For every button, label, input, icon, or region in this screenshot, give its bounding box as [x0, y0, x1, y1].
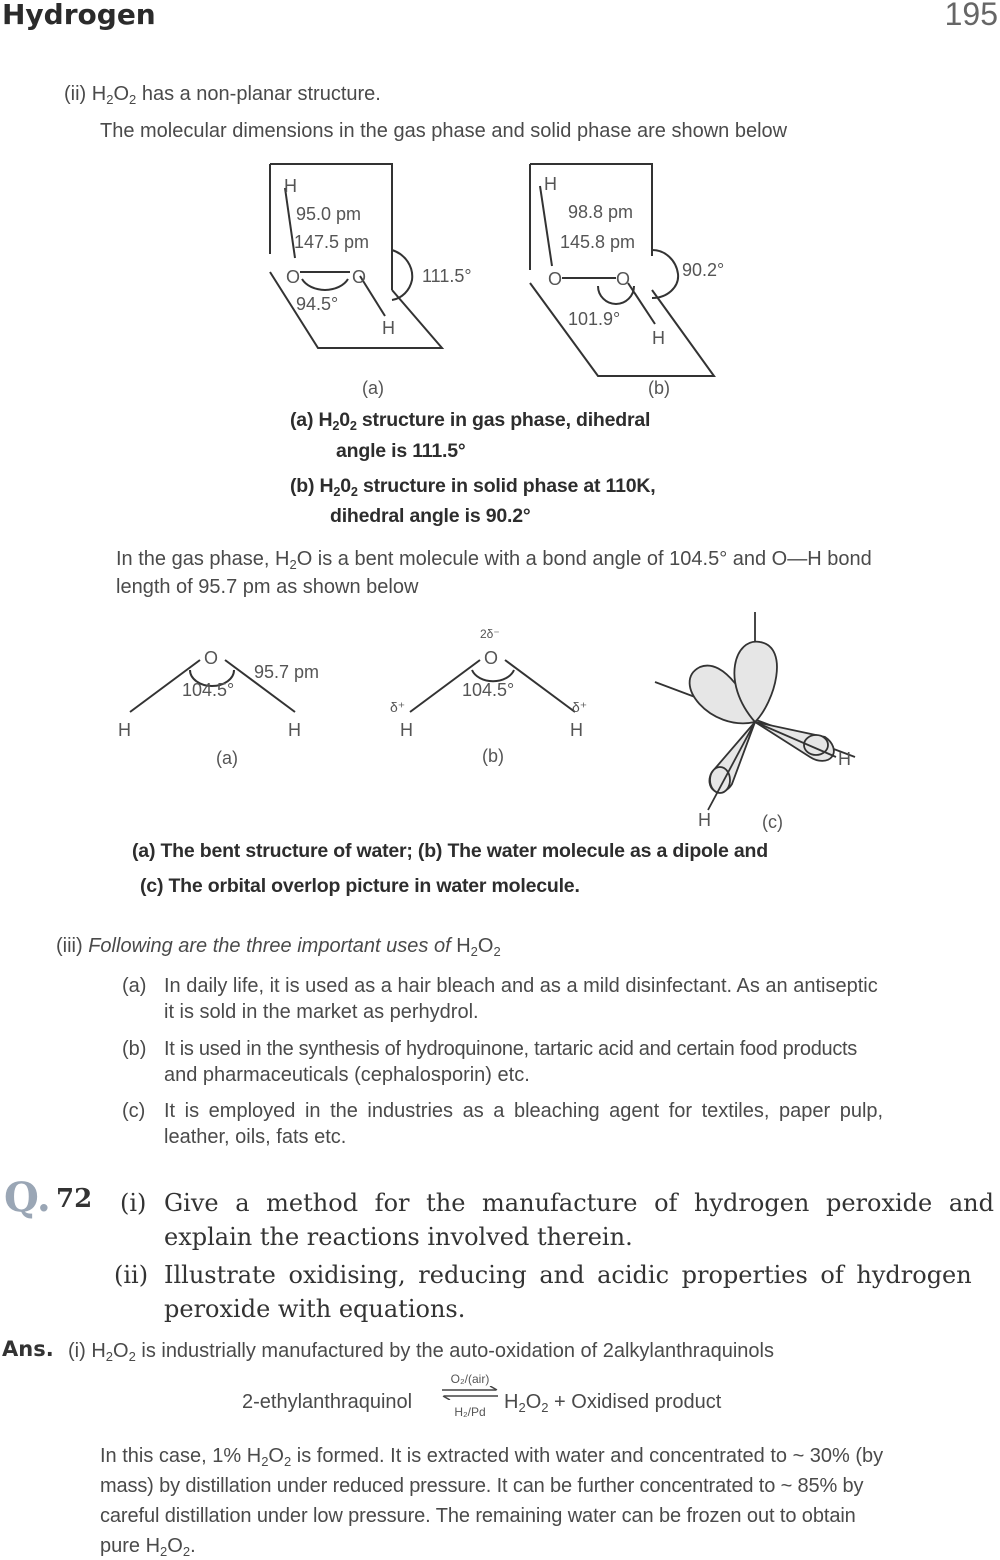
use-item-c-line1: It is employed in the industries as a bleaching agent for textiles, paper pulp, [164, 1100, 884, 1122]
use-item-a-line2: it is sold in the market as perhydrol. [164, 1001, 479, 1023]
fig2a-angle: 104.5° [182, 680, 235, 700]
fig2a-bond-length: 95.7 pm [254, 662, 320, 682]
fig2a-h1: H [118, 720, 131, 740]
fig2b-o: O [484, 648, 499, 668]
question-ii-line1: Illustrate oxidising, reducing and acidic properties of hydrogen [164, 1261, 972, 1289]
page-number: 195 [944, 0, 998, 32]
fig2a-h2: H [288, 720, 301, 740]
fig2b-angle: 104.5° [462, 680, 515, 700]
fig1b-h-bottom: H [652, 328, 665, 348]
question-i-label: (i) [120, 1189, 147, 1217]
fig2b-h2: H [570, 720, 583, 740]
part-ii-label: (ii) [64, 83, 87, 105]
fig1a-o2: O [352, 267, 367, 287]
fig1b-bond-oh: 98.8 pm [568, 202, 634, 222]
fig1a-bond-angle: 94.5° [296, 294, 339, 314]
fig1b-o1: O [548, 269, 563, 289]
use-item-c-line2: leather, oils, fats etc. [164, 1126, 347, 1148]
fig1b-o2: O [616, 269, 631, 289]
use-item-b-line1: It is used in the synthesis of hydroquinone, tartaric acid and certain food products [164, 1038, 857, 1060]
fig1b-dihedral-angle: 90.2° [682, 260, 725, 280]
fig2-caption-line1: (a) The bent structure of water; (b) The water molecule as a dipole and [132, 840, 768, 862]
question-ii-line2: peroxide with equations. [164, 1295, 466, 1323]
fig1b-h-top: H [544, 174, 557, 194]
fig1-caption-b-line2: dihedral angle is 90.2° [330, 505, 531, 527]
water-intro-line1: In the gas phase, $H_2O$ is a bent molecule with a bond angle of 104.5° and O—H bond [116, 548, 872, 572]
use-item-b-label: (b) [122, 1038, 147, 1060]
fig1a-h-bottom: H [382, 318, 395, 338]
fig2-caption-line2: (c) The orbital overlop picture in water molecule. [140, 875, 580, 897]
water-structure-figure [110, 612, 870, 832]
fig2c-h2: H [698, 810, 711, 830]
fig1a-bond-oo: 147.5 pm [294, 232, 370, 252]
equation-right: $H_2O_2$ + Oxidised product [504, 1391, 722, 1415]
fig1a-h-top: H [284, 176, 297, 196]
fig1b-label: (b) [648, 378, 670, 398]
chapter-title: Hydrogen [2, 0, 156, 31]
fig1a-dihedral-angle: 111.5° [422, 266, 472, 286]
fig2b-delta1: δ⁺ [390, 699, 406, 715]
fig2c-label: (c) [762, 812, 783, 832]
equilibrium-arrow [440, 1372, 500, 1419]
answer-para-line1: In this case, 1% $H_2O_2$ is formed. It is extracted with water and concentrated to ~ 30% (by [100, 1445, 884, 1469]
fig2b-charge-o: 2δ⁻ [480, 627, 500, 641]
fig1a-label: (a) [362, 378, 384, 398]
fig2b-delta2: δ⁺ [572, 699, 588, 715]
fig1-caption-b: (b) $H_20_2$ structure in solid phase at 110K, [290, 475, 656, 499]
equation-left: 2-ethylanthraquinol [242, 1391, 413, 1413]
equilibrium-arrow-icon [440, 1386, 500, 1400]
answer-para-line2: mass) by distillation under reduced pressure. It can be further concentrated to ~ 85% by [100, 1475, 864, 1497]
answer-para-line4: pure $H_2O_2$. [100, 1535, 196, 1559]
fig1-caption-a: (a) $H_20_2$ structure in gas phase, dihedral [290, 409, 651, 433]
fig1b-bond-angle: 101.9° [568, 309, 621, 329]
fig2b-label: (b) [482, 746, 504, 766]
question-i-line2: explain the reactions involved therein. [164, 1223, 633, 1251]
equation-above-arrow: O₂/(air) [450, 1372, 490, 1386]
fig1a-o1: O [286, 267, 301, 287]
question-number: 72 [56, 1184, 93, 1214]
part-iii-intro: (iii) Following are the three important uses of $H_2O_2$ [56, 935, 501, 959]
fig2c-h1: H [838, 749, 851, 769]
use-item-b-line2: and pharmaceuticals (cephalosporin) etc. [164, 1064, 530, 1086]
fig1-caption-a-line2: angle is 111.5° [336, 440, 466, 462]
fig1a-bond-oh: 95.0 pm [296, 204, 362, 224]
h2o2-structure-figure [250, 158, 750, 398]
question-marker: Q. [4, 1174, 51, 1221]
answer-label: Ans. [2, 1337, 54, 1361]
fig1b-bond-oo: 145.8 pm [560, 232, 636, 252]
part-ii-line2: The molecular dimensions in the gas phase and solid phase are shown below [100, 120, 788, 142]
answer-i-line: (i) $H_2O_2$ is industrially manufactured by the auto-oxidation of 2alkylanthraquinols [68, 1340, 774, 1364]
fig2a-label: (a) [216, 748, 238, 768]
use-item-a-line1: In daily life, it is used as a hair bleach and as a mild disinfectant. As an antiseptic [164, 975, 878, 997]
answer-para-line3: careful distillation under low pressure. The remaining water can be frozen out to obtain [100, 1505, 856, 1527]
equation-below-arrow: H₂/Pd [454, 1405, 486, 1419]
question-ii-label: (ii) [114, 1261, 149, 1289]
part-ii-line1: (ii) $H_2O_2$ has a non-planar structure. [64, 83, 381, 107]
fig2b-h1: H [400, 720, 413, 740]
question-i-line1: Give a method for the manufacture of hydrogen peroxide and [164, 1189, 995, 1217]
use-item-a-label: (a) [122, 975, 147, 997]
use-item-c-label: (c) [122, 1100, 146, 1122]
water-intro-line2: length of 95.7 pm as shown below [116, 576, 419, 598]
fig2a-o: O [204, 648, 219, 668]
